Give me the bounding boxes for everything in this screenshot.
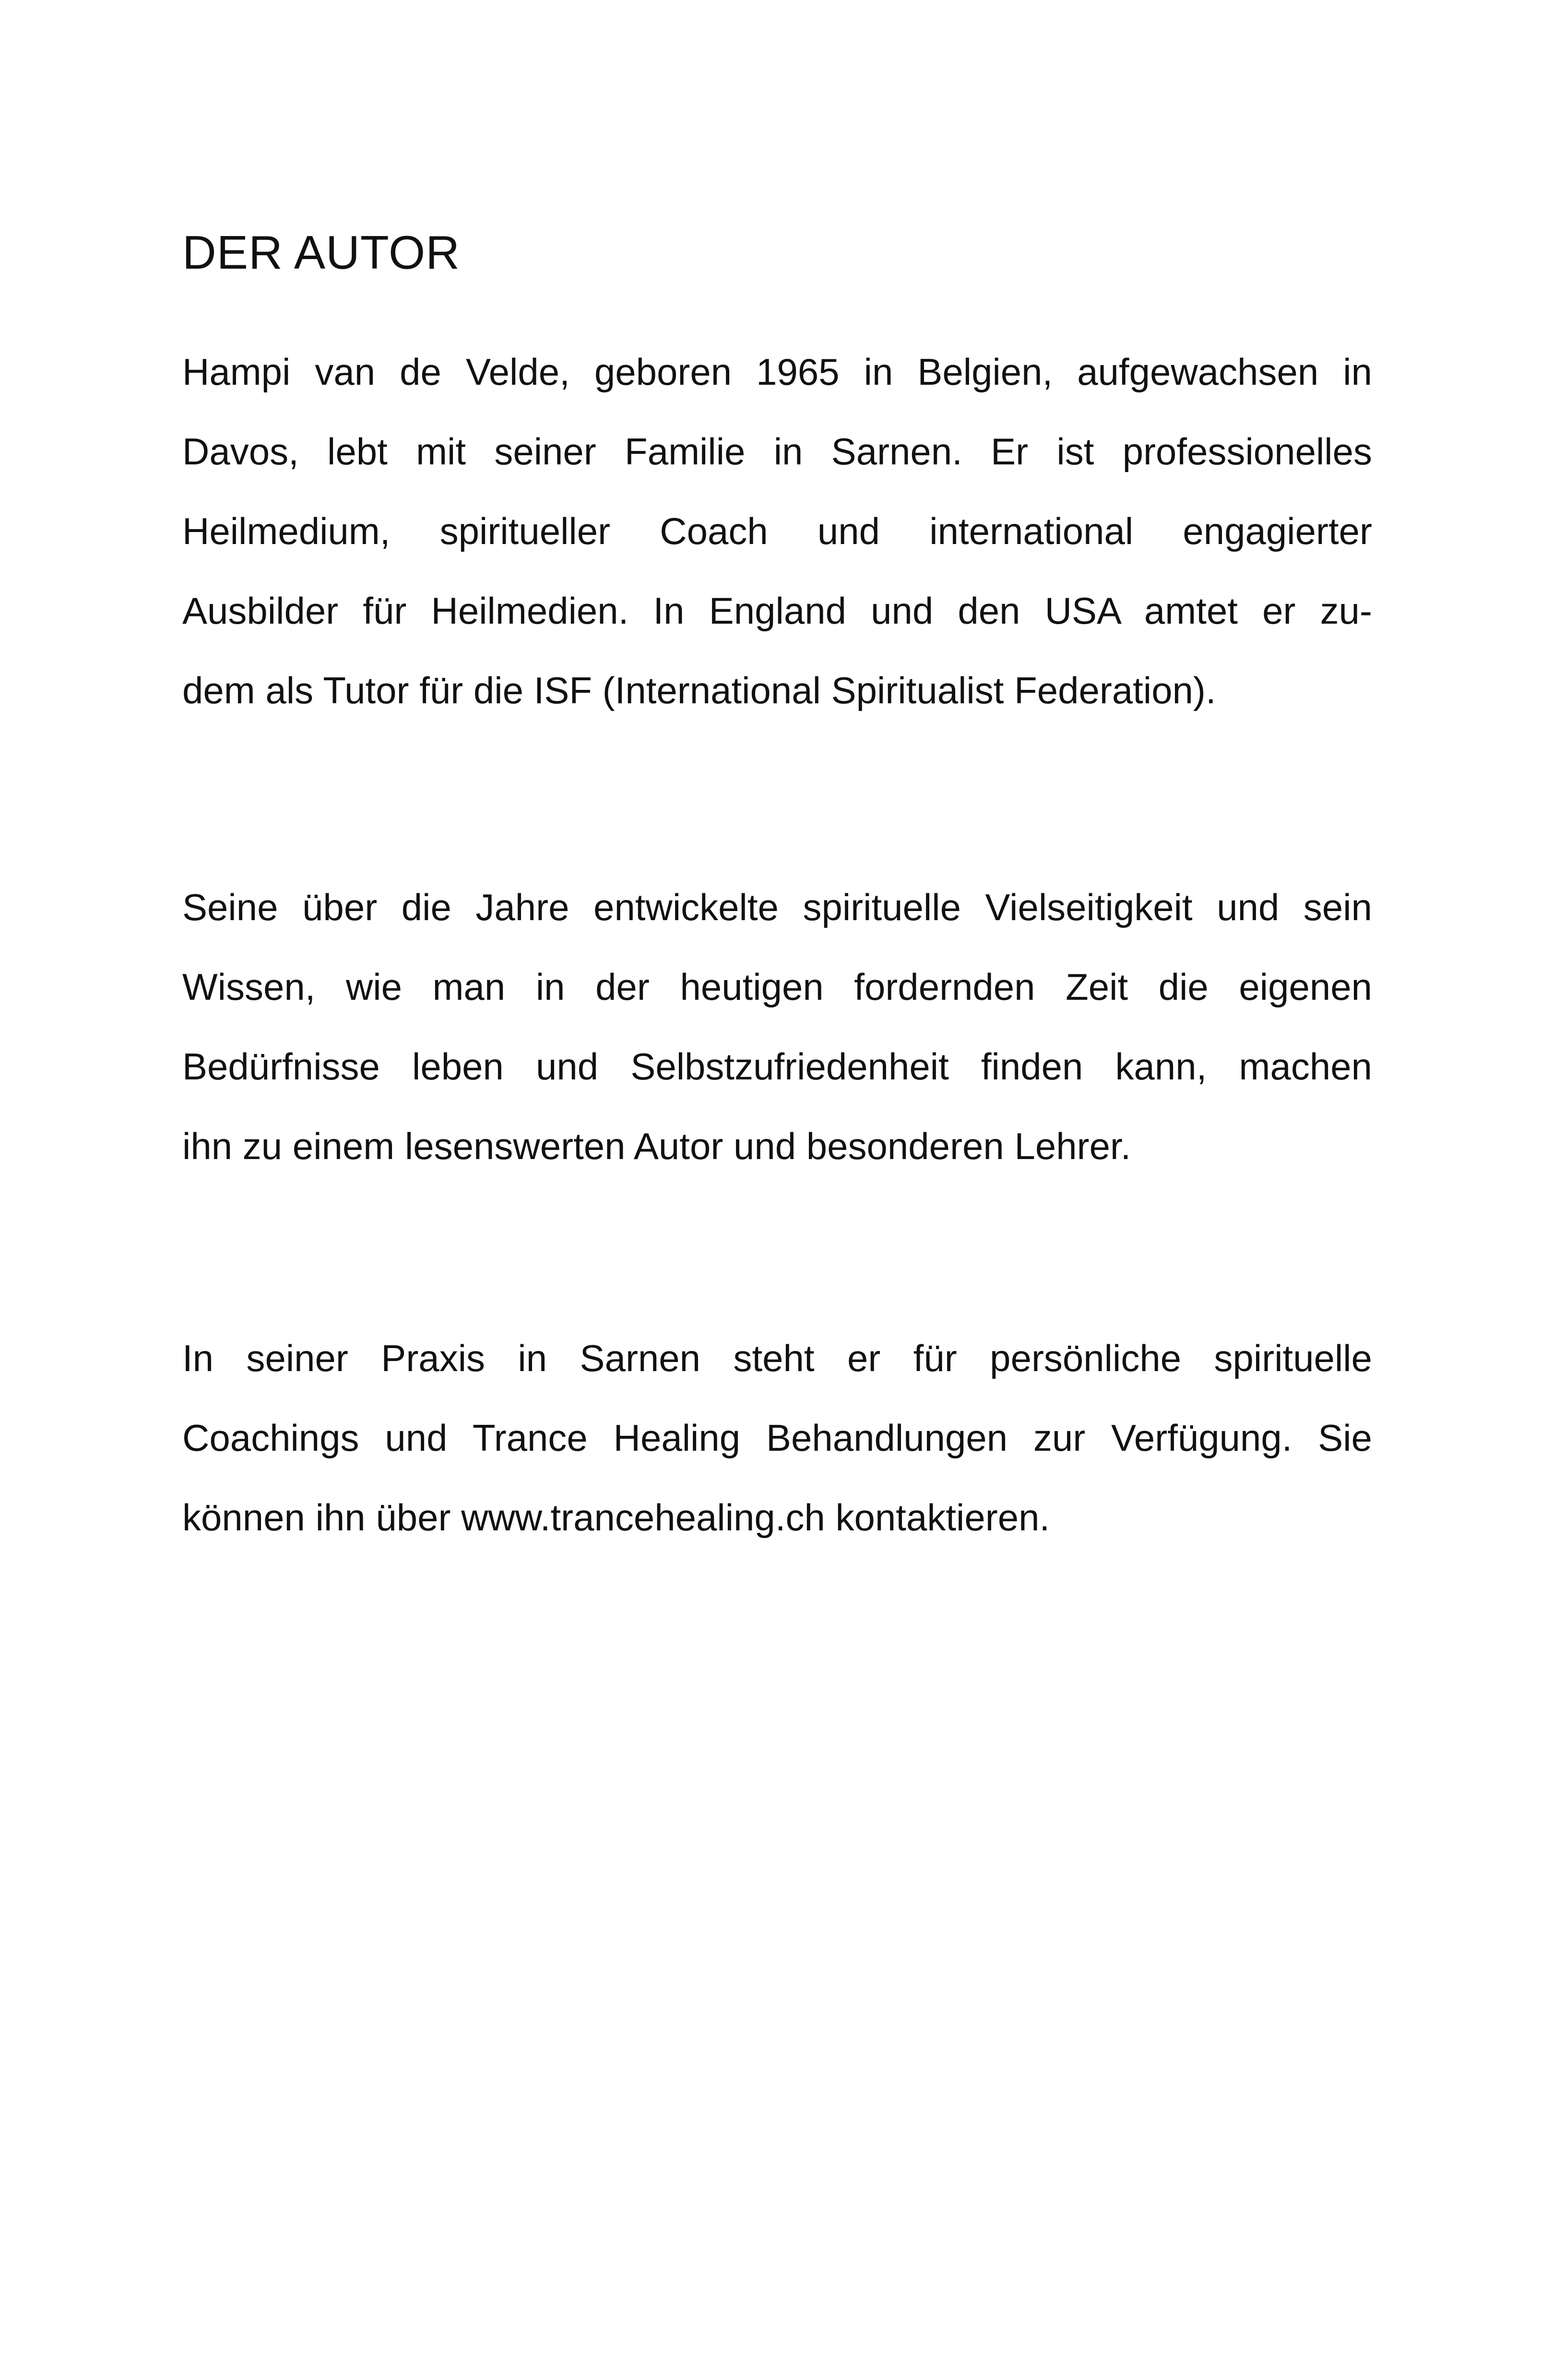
text-line: Coachings und Trance Healing Behandlungen zur Verfügung. Sie (182, 1417, 1372, 1459)
section-heading: DER AUTOR (182, 226, 460, 279)
text-line: Seine über die Jahre entwickelte spirituelle Vielseitigkeit und sein (182, 886, 1372, 928)
author-bio-paragraph (182, 332, 1372, 730)
text-line: Heilmedium, spiritueller Coach und international engagierter (182, 510, 1372, 552)
text-line: dem als Tutor für die ISF (International Spiritualist Federation). (182, 669, 1216, 711)
text-line: Bedürfnisse leben und Selbstzufriedenheit finden kann, machen (182, 1045, 1372, 1088)
text-line: Wissen, wie man in der heutigen fordernden Zeit die eigenen (182, 966, 1372, 1008)
text-line: Davos, lebt mit seiner Familie in Sarnen. Er ist professionelles (182, 430, 1372, 473)
text-line: ihn zu einem lesenswerten Autor und besonderen Lehrer. (182, 1125, 1131, 1167)
text-line: können ihn über www.trancehealing.ch kontaktieren. (182, 1496, 1050, 1539)
text-line: In seiner Praxis in Sarnen steht er für persönliche spirituelle (182, 1337, 1372, 1379)
contact-paragraph (182, 1318, 1372, 1557)
text-line: Ausbilder für Heilmedien. In England und den USA amtet er zu- (182, 590, 1372, 632)
text-line: Hampi van de Velde, geboren 1965 in Belgien, aufgewachsen in (182, 351, 1372, 393)
author-skills-paragraph (182, 867, 1372, 1186)
